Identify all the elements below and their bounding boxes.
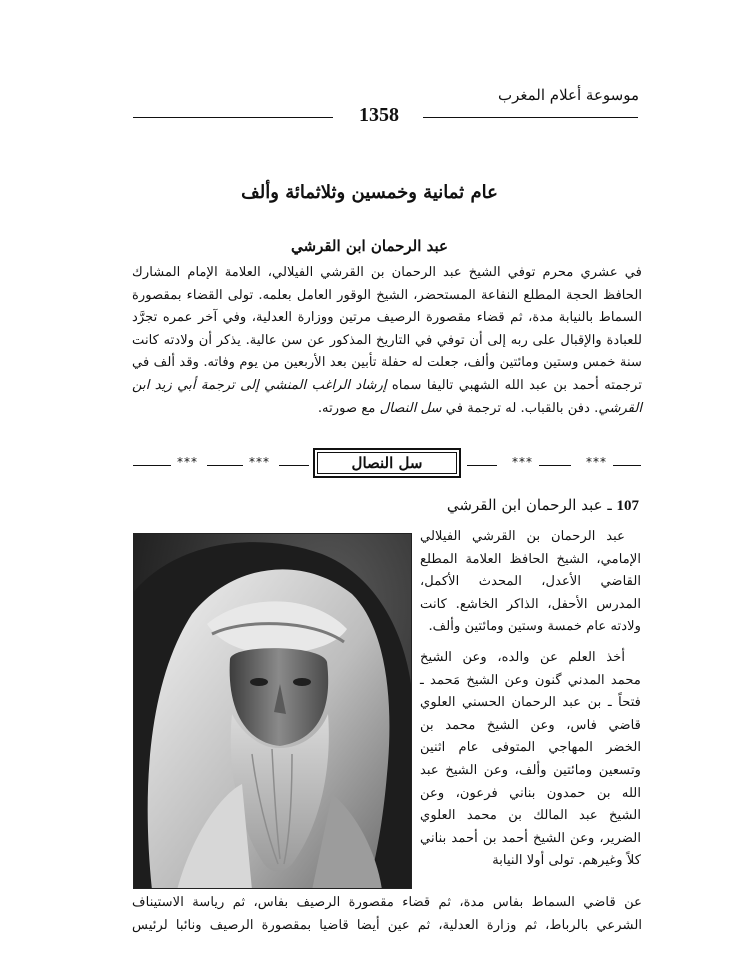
biography-column [420, 526, 641, 873]
divider-rule [279, 465, 309, 466]
biography-paragraph-1: عبد الرحمان بن القرشي الفيلالي الإمامي، الشيخ الحافظ العلامة المطلع القاضي الأعدل، المحدث الأكمل، المدرس الأحفل، الذاكر الخاشع. كانت ولادته عام خمسة وستين ومائتين وألف. [420, 529, 641, 635]
header-rule-left [133, 117, 333, 118]
obituary-text-after: مع صورته. [317, 400, 376, 416]
biography-continuation [132, 892, 642, 937]
running-head-title: موسوعة أعلام المغرب [497, 86, 639, 104]
header-rule-right [423, 117, 638, 118]
divider-stars: *** [512, 455, 533, 469]
biography-heading [447, 496, 639, 515]
biography-paragraph-2: أخذ العلم عن والده، وعن الشيخ محمد المدني گنون وعن الشيخ مَحمد ـ فتحاً ـ بن عبد الرحمان الحسني العلوي قاضي فاس، وعن الشيخ محمد بن الخضر المهاجي المتوفى عام اثنين وتسعين ومائتين وألف، وعن الشيخ عبد الله بن حمدون بناني فرعون، وعن الشيخ عبد المالك بن محمد العلوي الضرير، وعن الشيخ أحمد بن أحمد بناني كلاً وغيرهم. تولى أولا النيابة [420, 649, 641, 869]
divider-rule [539, 465, 571, 466]
obituary-paragraph [132, 262, 642, 420]
biography-name: ـ عبد الرحمان ابن القرشي [446, 496, 612, 514]
obituary-work-title: إرشاد الراغب المنشي إلى ترجمة أبي زيد ابن القرشي [132, 377, 642, 416]
section-divider [133, 448, 641, 482]
portrait-photo [133, 533, 412, 889]
page-number: 1358 [359, 104, 399, 126]
section-title-box [313, 448, 461, 478]
divider-rule [467, 465, 497, 466]
year-heading: عام ثمانية وخمسين وثلاثمائة وألف [241, 182, 498, 203]
biography-number: 107 [616, 498, 639, 514]
divider-stars: *** [586, 455, 607, 469]
biography-line: عن قاضي السماط بفاس مدة، ثم قضاء مقصورة الرصيف بفاس، ثم رياسة الاستيناف [132, 895, 642, 910]
obituary-source-title: سل النصال [379, 400, 442, 416]
divider-rule [133, 465, 171, 466]
page-number-bar [133, 104, 638, 128]
obituary-text-before: في عشري محرم توفي الشيخ عبد الرحمان بن القرشي الفيلالي، العلامة الإمام المشارك الحافظ الحجة المطلع النفاعة المستحضر، الشيخ الوقور العامل بعلمه. تولى القضاء بمقصورة السماط بالنيابة مدة، ثم قضاء مقصورة الرصيف مرتين ووزارة العدلية، وفي آخر عمره تجرَّد للعبادة والإقبال على ربه إلى أن توفي في التاريخ المذكور عن سن عالية. يذكر أن ولادته كانت سنة خمس وستين ومائتين وألف، جعلت له حفلة تأبين بعد الأربعين من يوم وفاته. وقد ألف في ترجمته أحمد بن عبد الله الشهبي تاليفا سماه [132, 265, 642, 393]
portrait-eye-right [293, 678, 311, 686]
portrait-eye-left [250, 678, 268, 686]
section-title: سل النصال [317, 452, 457, 474]
divider-rule [207, 465, 243, 466]
divider-rule [613, 465, 641, 466]
divider-stars: *** [249, 455, 270, 469]
obituary-name: عبد الرحمان ابن القرشي [291, 237, 448, 255]
portrait-illustration [133, 534, 411, 889]
divider-stars: *** [177, 455, 198, 469]
obituary-text-middle: . دفن بالقباب. له ترجمة في [445, 400, 599, 416]
biography-line: الشرعي بالرباط، ثم وزارة العدلية، ثم عين أيضا قاضيا بمقصورة الرصيف ونائبا لرئيس [132, 917, 642, 933]
